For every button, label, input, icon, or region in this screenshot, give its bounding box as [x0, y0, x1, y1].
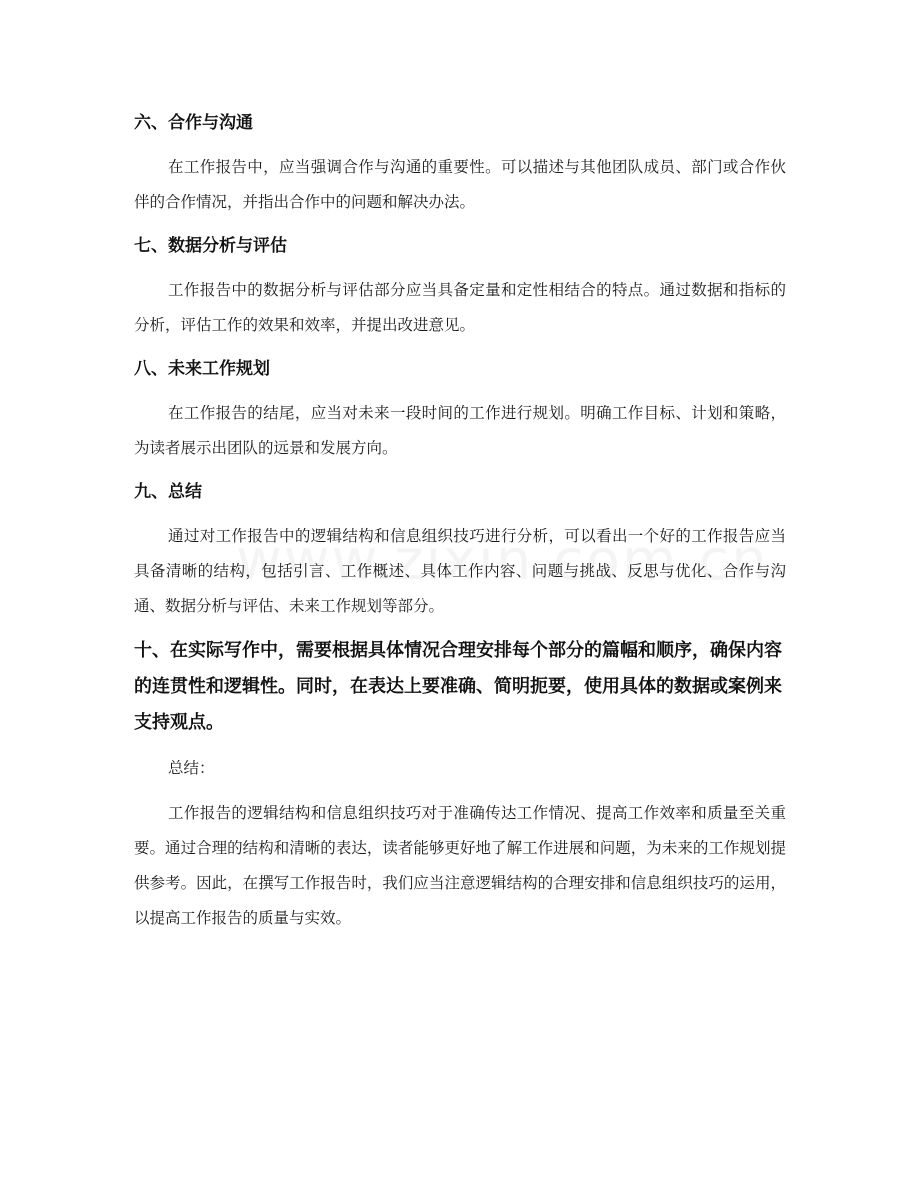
section-7-body: 工作报告中的数据分析与评估部分应当具备定量和定性相结合的特点。通过数据和指标的分析，评估工作的效果和效率，并提出改进意见。 [134, 281, 786, 334]
summary-body: 工作报告的逻辑结构和信息组织技巧对于准确传达工作情况、提高工作效率和质量至关重要。通过合理的结构和清晰的表达，读者能够更好地了解工作进展和问题，为未来的工作规划提供参考。因此，在撰写工作报告时，我们应当注意逻辑结构的合理安排和信息组织技巧的运用，以提高工作报告的质量与实效。 [134, 804, 786, 927]
section-6-body: 在工作报告中，应当强调合作与沟通的重要性。可以描述与其他团队成员、部门或合作伙伴的合作情况，并指出合作中的问题和解决办法。 [134, 158, 786, 211]
summary-label: 总结： [168, 759, 215, 777]
section-8-heading: 八、未来工作规划 [134, 359, 270, 379]
section-10-heading: 十、在实际写作中，需要根据具体情况合理安排每个部分的篇幅和顺序，确保内容的连贯性和逻辑性。同时，在表达上要准确、简明扼要，使用具体的数据或案例来支持观点。 [134, 640, 782, 733]
section-9-body: 通过对工作报告中的逻辑结构和信息组织技巧进行分析，可以看出一个好的工作报告应当具备清晰的结构，包括引言、工作概述、具体工作内容、问题与挑战、反思与优化、合作与沟通、数据分析与评估、未来工作规划等部分。 [134, 527, 786, 615]
section-8-body: 在工作报告的结尾，应当对未来一段时间的工作进行规划。明确工作目标、计划和策略，为读者展示出团队的远景和发展方向。 [134, 404, 786, 457]
section-6-heading: 六、合作与沟通 [134, 113, 253, 133]
section-7-heading: 七、数据分析与评估 [134, 236, 287, 256]
document-page [134, 106, 786, 936]
section-9-heading: 九、总结 [134, 482, 202, 502]
